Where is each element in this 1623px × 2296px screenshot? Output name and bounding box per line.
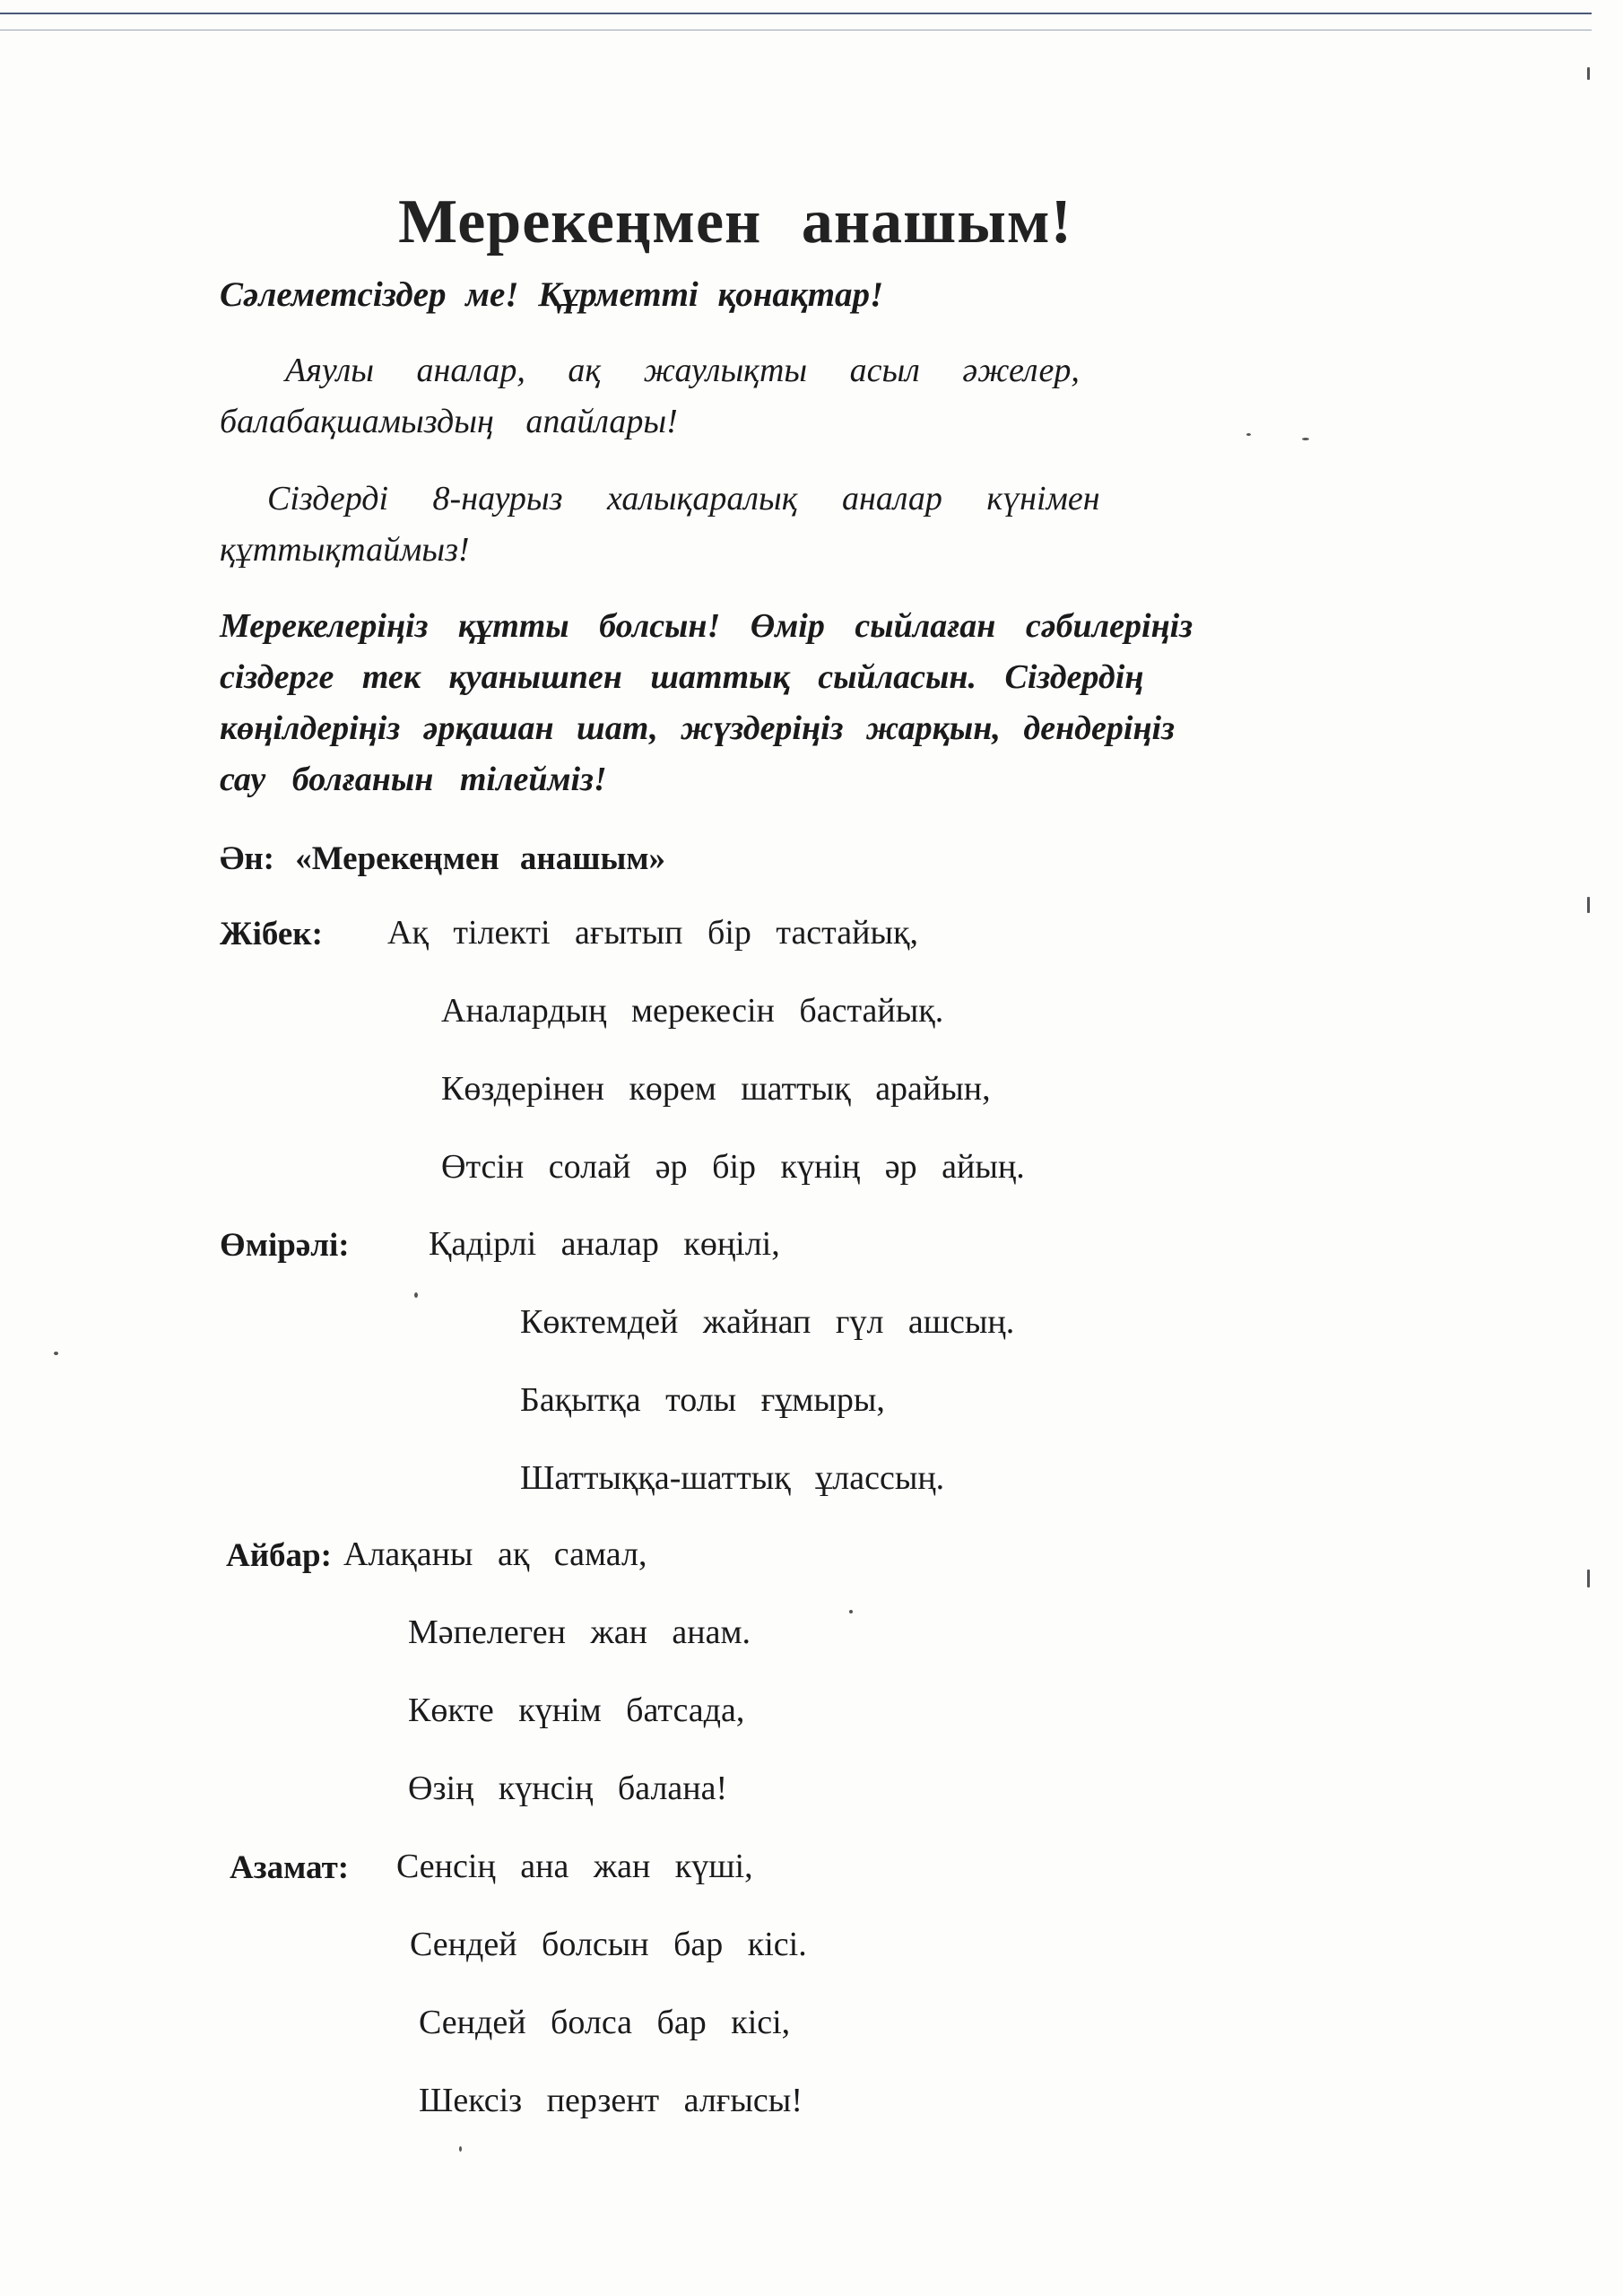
address-line-1: Аяулы аналар, ақ жаулықты асыл әжелер, — [285, 352, 1080, 389]
scan-speck — [1587, 1570, 1590, 1587]
verse-line: Көктемдей жайнап гүл ашсың. — [520, 1303, 1015, 1341]
scan-speck — [54, 1352, 58, 1355]
wishes-line-1: Мерекелеріңіз құтты болсын! Өмір сыйлаған сәбилеріңіз — [220, 607, 1193, 645]
top-border-line — [0, 13, 1592, 14]
wishes-line-3: көңілдеріңіз әрқашан шат, жүздеріңіз жарқын, дендеріңіз — [220, 709, 1175, 747]
scan-speck — [1587, 897, 1590, 913]
verse-line: Алақаны ақ самал, — [343, 1535, 647, 1573]
verse-line: Өзің күнсің балана! — [408, 1770, 728, 1807]
scan-speck — [849, 1610, 853, 1613]
speaker-aibar: Айбар: — [226, 1537, 332, 1574]
verse-line: Сендей болса бар кісі, — [419, 2004, 791, 2041]
page-title: Мерекеңмен анашым! — [398, 187, 1072, 257]
verse-line: Өтсін солай әр бір күнің әр айың. — [441, 1148, 1025, 1186]
speaker-zhibek: Жібек: — [220, 916, 323, 952]
verse-line: Аналардың мерекесін бастайық. — [441, 992, 944, 1030]
address-line-2: балабақшамыздың апайлары! — [220, 403, 678, 440]
scan-speck — [1246, 433, 1251, 436]
scan-speck — [1302, 438, 1309, 440]
verse-line: Көздерінен көрем шаттық арайын, — [441, 1070, 991, 1108]
congrats-line-1: Сіздерді 8-наурыз халықаралық аналар күнімен — [267, 480, 1100, 517]
wishes-line-2: сіздерге тек қуанышпен шаттық сыйласын. Сіздердің — [220, 658, 1144, 696]
verse-line: Шаттыққа-шаттық ұлассың. — [520, 1459, 945, 1497]
speaker-azamat: Азамат: — [230, 1849, 350, 1886]
scan-speck — [459, 2146, 462, 2152]
congrats-line-2: құттықтаймыз! — [220, 531, 470, 569]
greeting-line: Сәлеметсіздер ме! Құрметті қонақтар! — [220, 275, 884, 314]
verse-line: Бақытқа толы ғұмыры, — [520, 1381, 885, 1419]
verse-line: Сенсің ана жан күші, — [396, 1848, 753, 1885]
scan-speck — [1587, 67, 1590, 80]
verse-line: Мәпелеген жан анам. — [408, 1613, 751, 1651]
verse-line: Қадірлі аналар көңілі, — [429, 1225, 780, 1263]
wishes-line-4: сау болғанын тілейміз! — [220, 761, 607, 798]
speaker-omirali: Өмірәлі: — [220, 1227, 350, 1264]
verse-line: Ақ тілекті ағытып бір тастайық, — [387, 914, 918, 952]
verse-line: Шексіз перзент алғысы! — [419, 2082, 803, 2119]
song-heading: Ән: «Мерекеңмен анашым» — [220, 840, 666, 877]
scan-speck — [414, 1292, 418, 1298]
verse-line: Сендей болсын бар кісі. — [410, 1926, 807, 1963]
verse-line: Көкте күнім батсада, — [408, 1692, 745, 1729]
